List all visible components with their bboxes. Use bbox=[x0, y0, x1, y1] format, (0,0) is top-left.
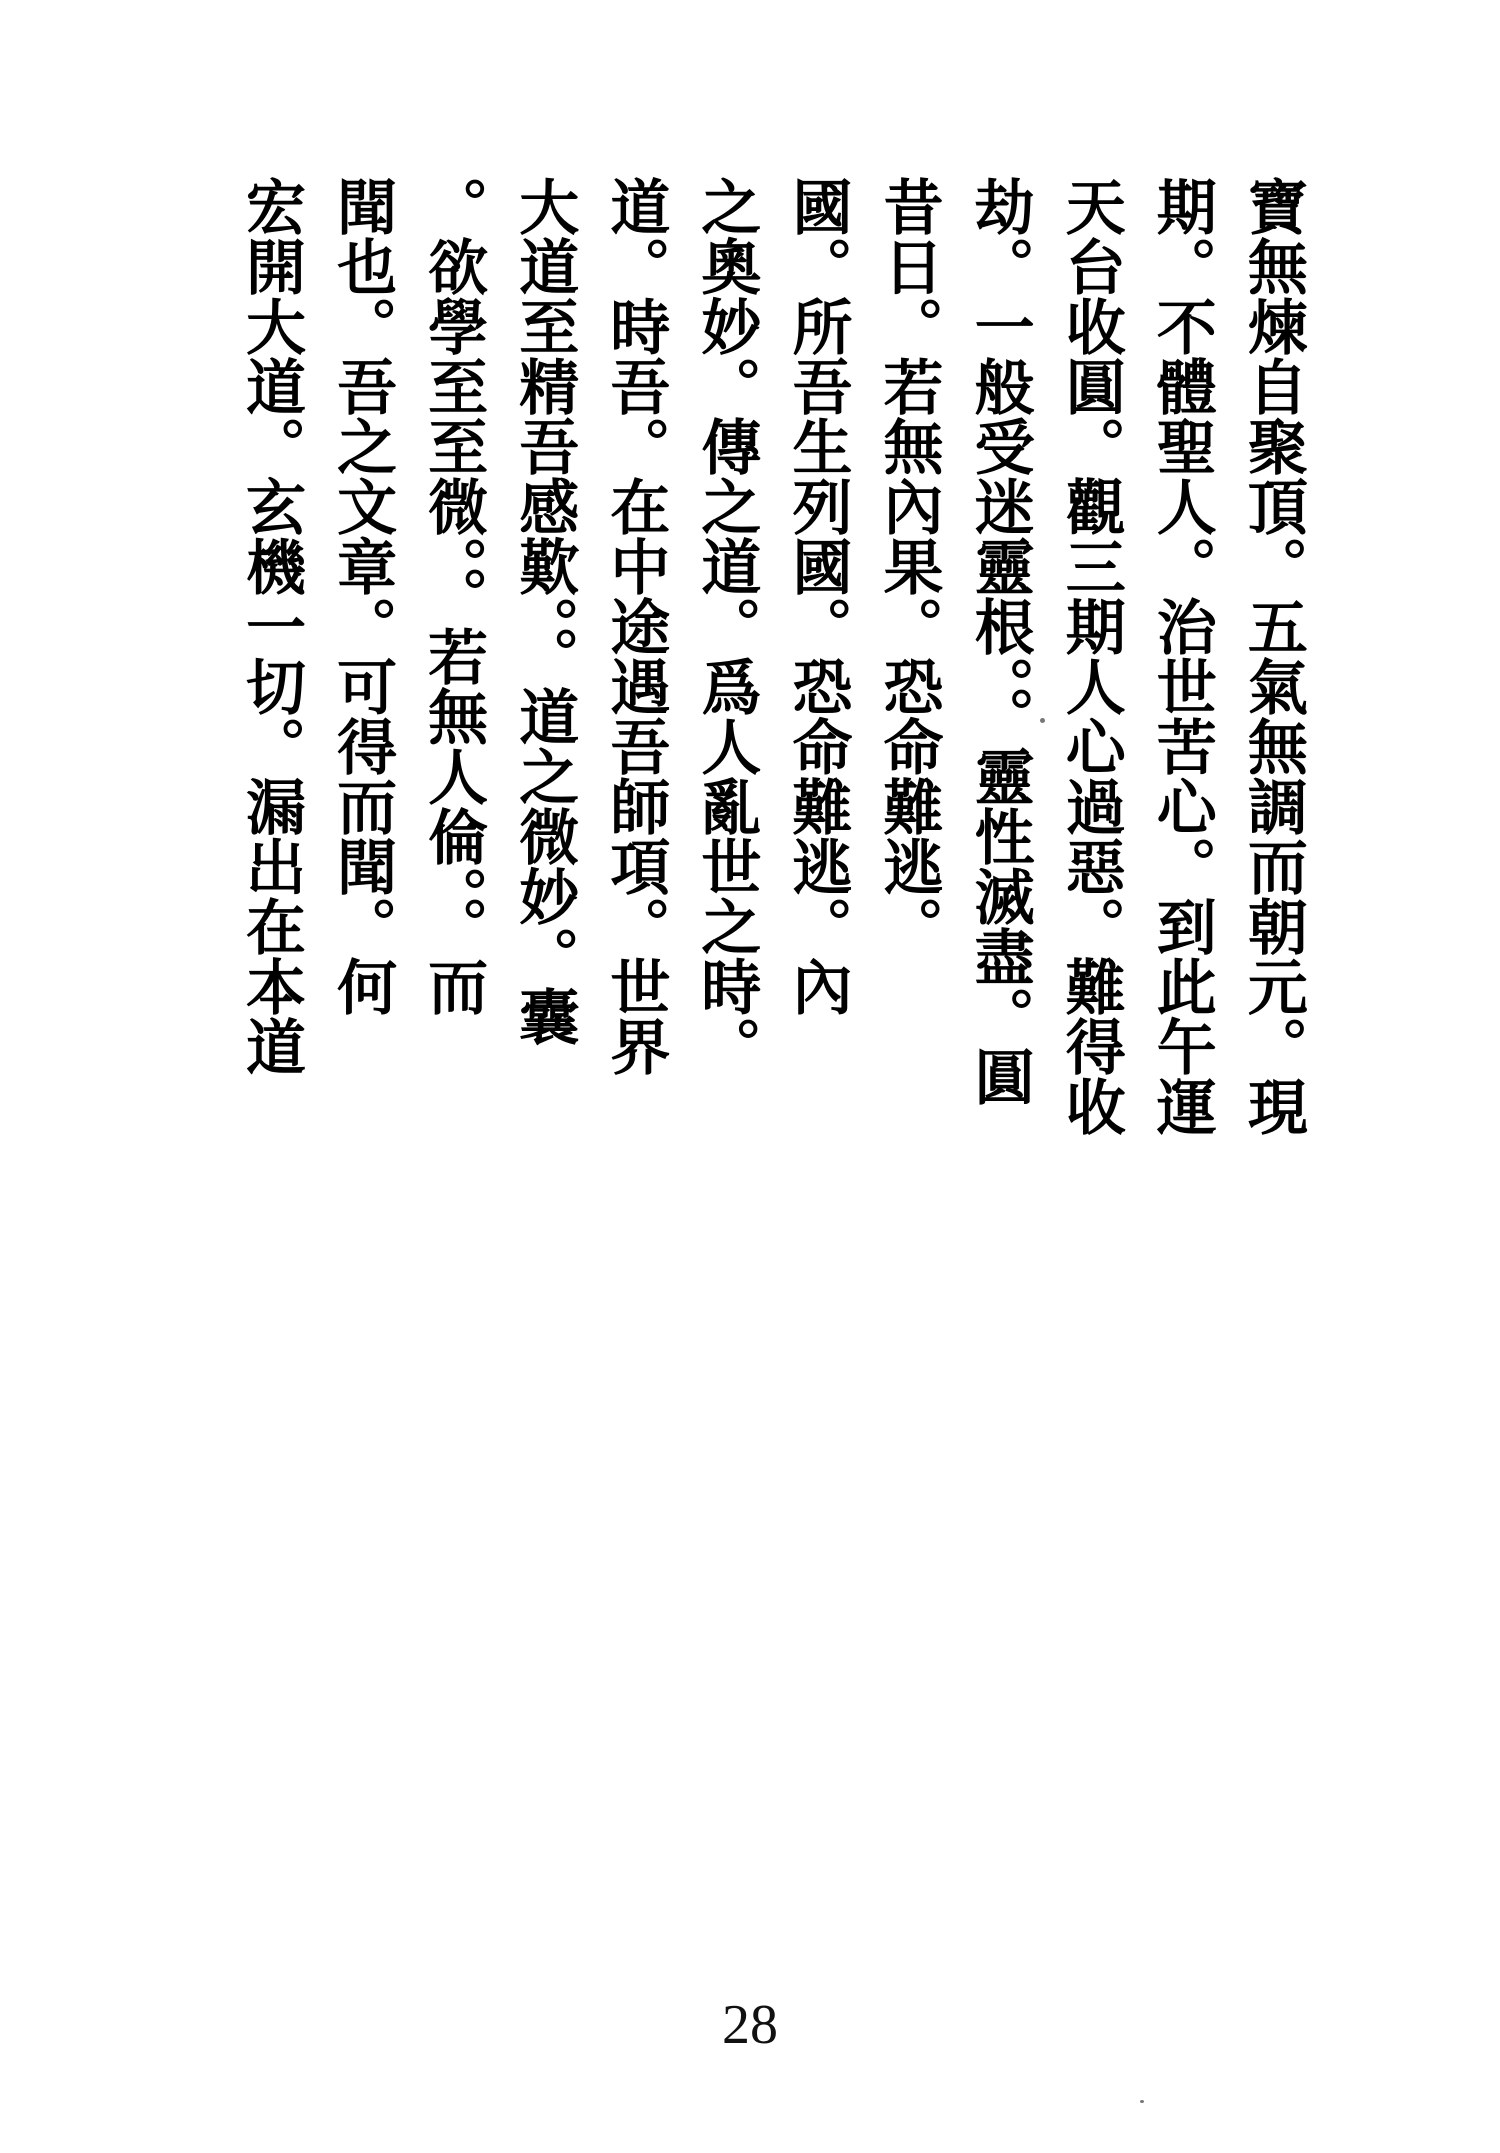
scan-speck bbox=[1040, 718, 1045, 723]
text-column: 之奧妙。傳之道。爲人亂世之時。 bbox=[691, 176, 762, 1076]
text-column: 昔日。若無內果。恐命難逃。 bbox=[873, 176, 944, 956]
text-column: 劫。一般受迷靈根。。靈性滅盡。圓 bbox=[964, 176, 1035, 1106]
text-column: 道。時吾。在中途遇吾師項。世界 bbox=[600, 176, 671, 1076]
text-column: 聞也。吾之文章。可得而聞。何 bbox=[327, 176, 398, 1016]
text-column: 寶無煉自聚頂。五氣無調而朝元。現 bbox=[1237, 176, 1308, 1136]
text-column: 。欲學至至微。。若無人倫。。而 bbox=[418, 176, 489, 1016]
text-column: 天台收圓。觀三期人心過惡。難得收 bbox=[1055, 176, 1126, 1136]
text-column: 宏開大道。玄機一切。漏出在本道 bbox=[236, 176, 306, 1076]
text-column: 國。所吾生列國。恐命難逃。內 bbox=[782, 176, 853, 1016]
scan-speck bbox=[1140, 2100, 1144, 2103]
page-number: 28 bbox=[722, 1994, 778, 2056]
text-column: 期。不體聖人。治世苦心。到此午運 bbox=[1146, 176, 1217, 1136]
vertical-text-block bbox=[236, 176, 1308, 1966]
text-column: 大道至精吾感歎。。道之微妙。囊 bbox=[509, 176, 580, 1046]
